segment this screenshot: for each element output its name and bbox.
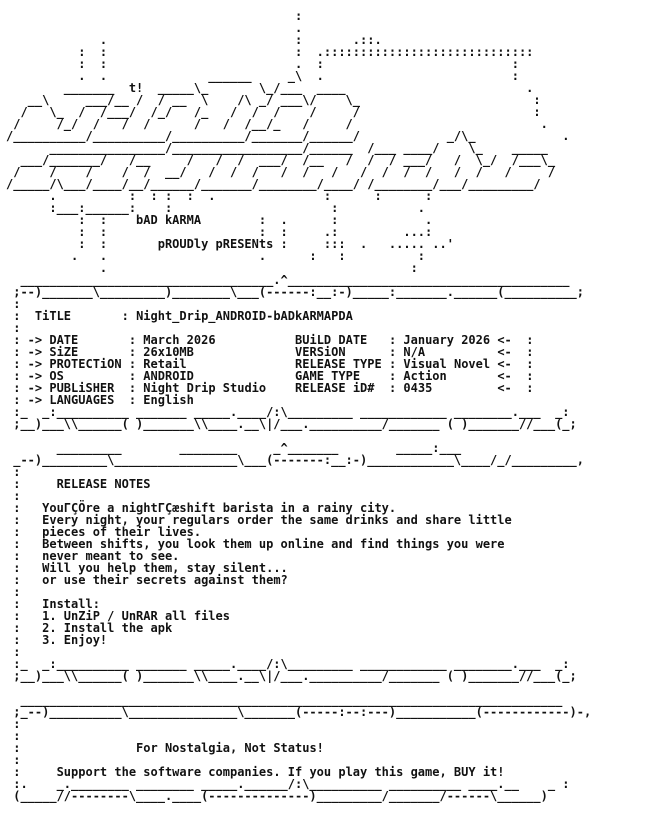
nfo-document bbox=[6, 10, 591, 802]
info-sep: : bbox=[128, 381, 144, 395]
install-step: 2. Install the apk bbox=[42, 621, 173, 635]
logo-art-line: / /_/ / / / / / /__/_ / / . bbox=[6, 117, 548, 131]
info-label: RELEASE iD# bbox=[295, 381, 389, 395]
info-value: N/A bbox=[403, 345, 498, 359]
notes-border-left: : bbox=[6, 537, 43, 551]
notes-border-left: : bbox=[6, 633, 43, 647]
info-label: PROTECTiON bbox=[49, 357, 129, 371]
logo-art-line: / \_ / /___/ /_/ /_ / / / / / : bbox=[6, 105, 541, 119]
info-sep: : bbox=[128, 345, 144, 359]
title-value: Night_Drip_ANDROID-bADkARMAPDA bbox=[136, 309, 353, 323]
info-label: OS bbox=[49, 369, 129, 383]
info-border-top-line: : bbox=[6, 297, 21, 311]
info-border-top-line: ___________________________________.^_______________________________________ bbox=[6, 273, 570, 287]
logo-art-line: / / / / / __/ / / / / / / / / / / / / / / bbox=[6, 165, 556, 179]
notes-border-left: : bbox=[6, 621, 43, 635]
footer-border-left: : bbox=[6, 741, 137, 755]
logo-art-line: . bbox=[6, 21, 303, 35]
logo-art-line: __\ ___/__ / / __ \ /\ _/ ___\/ \_ : bbox=[6, 93, 541, 107]
notes-border-left: : bbox=[6, 477, 57, 491]
info-border-top-line: ;--)_______\_________)________\___(------:__:-)_____:_______.______(__________; bbox=[6, 285, 584, 299]
notes-border-left: : bbox=[6, 549, 43, 563]
logo-art-line: : bbox=[6, 9, 303, 23]
footer-border-left: : bbox=[6, 753, 21, 767]
notes-border-left: : bbox=[6, 597, 43, 611]
logo-art-line: : : bAD kARMA : . : . bbox=[6, 213, 433, 227]
info-value: 0435 bbox=[403, 381, 498, 395]
info-border-left: : bbox=[6, 309, 35, 323]
logo-art-line: . . ______ _\ . : bbox=[6, 69, 519, 83]
logo-art-line: :___:______: : : . bbox=[6, 201, 426, 215]
info-label: GAME TYPE bbox=[295, 369, 389, 383]
info-sep: : bbox=[128, 357, 144, 371]
logo-art-line: . . . : : : bbox=[6, 249, 426, 263]
notes-line: pieces of their lives. bbox=[42, 525, 202, 539]
notes-line: YouΓÇÖre a nightΓÇæshift barista in a rainy city. bbox=[42, 501, 397, 515]
info-value: ANDROID bbox=[143, 369, 296, 383]
info-label: LANGUAGES bbox=[49, 393, 129, 407]
info-label: RELEASE TYPE bbox=[295, 357, 389, 371]
footer-motto: For Nostalgia, Not Status! bbox=[136, 741, 324, 755]
notes-border-top-line: : bbox=[6, 465, 21, 479]
footer-border-left: : bbox=[6, 729, 21, 743]
info-value: January 2026 bbox=[403, 333, 498, 347]
logo-art-line: : : . : : bbox=[6, 57, 519, 71]
logo-art-line: _______ t! _____\_ \_/___ ____ . bbox=[6, 81, 534, 95]
notes-line: Between shifts, you look them up online and find things you were bbox=[42, 537, 505, 551]
info-value: March 2026 bbox=[143, 333, 296, 347]
logo-art-line: /_____/\___/____/__/______/_______/________/____/ /________/___/_________/ bbox=[6, 177, 541, 191]
notes-line: or use their secrets against them? bbox=[42, 573, 288, 587]
logo-art-line: . : : : : . : : : bbox=[6, 189, 433, 203]
info-arrow: : -> bbox=[6, 393, 50, 407]
notes-border-left: : bbox=[6, 561, 43, 575]
notes-border-left: : bbox=[6, 573, 43, 587]
notes-border-left: : bbox=[6, 645, 21, 659]
info-border-left: : bbox=[6, 321, 21, 335]
notes-border-top-line: _--)_________\_________________\___(-------:__:-)____________\____/_/_________, bbox=[6, 453, 584, 467]
info-arrow-right: <- : bbox=[497, 381, 534, 395]
footer-border-left: : bbox=[6, 765, 57, 779]
info-label: PUBLiSHER bbox=[49, 381, 129, 395]
info-arrow: : -> bbox=[6, 381, 50, 395]
info-sep: : bbox=[388, 357, 404, 371]
info-value: Action bbox=[403, 369, 498, 383]
notes-border-left: : bbox=[6, 513, 43, 527]
info-sep: : bbox=[128, 369, 144, 383]
info-value: 26x10MB bbox=[143, 345, 296, 359]
logo-art-line: : : pROUDly pRESENts : ::: . ..... ..' bbox=[6, 237, 454, 251]
info-sep: : bbox=[128, 393, 144, 407]
logo-art-line: . : bbox=[6, 261, 418, 275]
info-arrow: : -> bbox=[6, 369, 50, 383]
notes-border-bottom-line: ;__)___\\______( )_______\\____.__\|/___.__________/_______ ( )_______//___(_; bbox=[6, 669, 577, 683]
footer-support: Support the software companies. If you play this game, BUY it! bbox=[56, 765, 505, 779]
info-value: English bbox=[143, 393, 296, 407]
info-arrow-right: <- : bbox=[497, 345, 534, 359]
footer-border-top-line: ___________________________________________________________________________ bbox=[6, 693, 563, 707]
info-border-bottom-line: :_ _:__________ _______ _____.____/:\_________ ____________ ________.___ _: bbox=[6, 405, 570, 419]
info-border-bottom-line: ;__)___\\______( )_______\\____.__\|/___.__________/_______ ( )_______//___(_; bbox=[6, 417, 577, 431]
notes-line: never meant to see. bbox=[42, 549, 180, 563]
info-sep: : bbox=[388, 381, 404, 395]
title-sep: : bbox=[121, 309, 137, 323]
logo-art-line: /__________/__________/__________/_______/______/ _/\_ . bbox=[6, 129, 570, 143]
info-label: DATE bbox=[49, 333, 129, 347]
footer-border-bottom-line: :. _.________ ________ _____.______/:\__________ __________ ____.__ _ : bbox=[6, 777, 570, 791]
info-sep: : bbox=[388, 333, 404, 347]
notes-line: Every night, your regulars order the same drinks and share little bbox=[42, 513, 512, 527]
info-sep: : bbox=[388, 369, 404, 383]
logo-art-line: : : : : .: ...: bbox=[6, 225, 433, 239]
info-sep: : bbox=[128, 333, 144, 347]
release-notes-heading: RELEASE NOTES bbox=[56, 477, 151, 491]
footer-border-top-line: : bbox=[6, 717, 21, 731]
install-step: 3. Enjoy! bbox=[42, 633, 108, 647]
logo-art-line: : : : .::::::::::::::::::::::::::::: bbox=[6, 45, 534, 59]
notes-border-left: : bbox=[6, 609, 43, 623]
title-label: TiTLE bbox=[34, 309, 122, 323]
logo-art-line: . : .::. bbox=[6, 33, 382, 47]
info-sep: : bbox=[388, 345, 404, 359]
logo-art-line: ___/_______/ /__ / / / ___/ /__ / / / ___/ / \_/ /___\_ bbox=[6, 153, 556, 167]
footer-border-top-line: ;_--)__________\_______________\_______(-----:--:---)___________(------------)-, bbox=[6, 705, 592, 719]
notes-border-left: : bbox=[6, 489, 21, 503]
info-label: SiZE bbox=[49, 345, 129, 359]
notes-border-left: : bbox=[6, 585, 21, 599]
info-value: Night Drip Studio bbox=[143, 381, 296, 395]
info-label: BUiLD DATE bbox=[295, 333, 389, 347]
notes-line: Will you help them, stay silent... bbox=[42, 561, 288, 575]
info-arrow-right: <- : bbox=[497, 333, 534, 347]
info-arrow-right: <- : bbox=[497, 357, 534, 371]
logo-art-line: ________________/__________________/______ /___ ____/ \_ _____ bbox=[6, 141, 548, 155]
info-arrow: : -> bbox=[6, 357, 50, 371]
info-value: Retail bbox=[143, 357, 296, 371]
notes-border-top-line: _________ ________ _^_______ _____:___ bbox=[6, 441, 462, 455]
footer-border-bottom-line: (_____//--------\____.____(--------------)_________/_______/------\______) bbox=[6, 789, 548, 803]
info-arrow-right: <- : bbox=[497, 369, 534, 383]
info-arrow: : -> bbox=[6, 345, 50, 359]
info-arrow: : -> bbox=[6, 333, 50, 347]
info-label: VERSiON bbox=[295, 345, 389, 359]
notes-border-bottom-line: :_ _:__________ _______ _____.____/:\_________ ____________ ________.___ _: bbox=[6, 657, 570, 671]
install-title: Install: bbox=[42, 597, 100, 611]
install-step: 1. UnZiP / UnRAR all files bbox=[42, 609, 230, 623]
notes-border-left: : bbox=[6, 501, 43, 515]
notes-border-left: : bbox=[6, 525, 43, 539]
info-value: Visual Novel bbox=[403, 357, 498, 371]
